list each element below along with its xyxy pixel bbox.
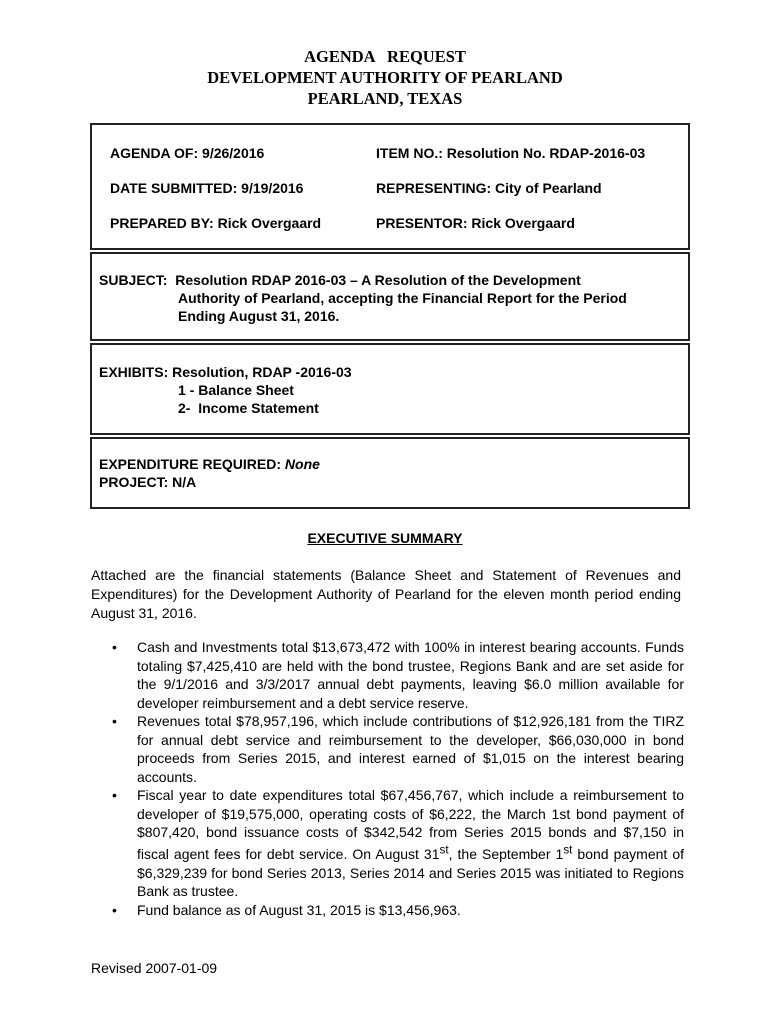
exhibits-line-1: EXHIBITS: Resolution, RDAP -2016-03 (99, 364, 352, 380)
bullet-expenditures-part-3: bond payment of $6,329,239 for bond Series 2013, Series 2014 and Series 2015 was initiated to Regions Bank as trustee. (137, 846, 684, 900)
list-item (108, 638, 684, 712)
header-title: AGENDA REQUEST (304, 47, 466, 66)
ordinal-suffix: st (563, 843, 573, 857)
bullet-expenditures (137, 787, 684, 899)
representing-field: REPRESENTING: City of Pearland (376, 180, 602, 196)
exhibits-box (90, 343, 690, 435)
ordinal-suffix: st (439, 843, 449, 857)
expenditure-value: None (284, 456, 320, 472)
date-submitted-field: DATE SUBMITTED: 9/19/2016 (110, 180, 304, 196)
expenditure-line (99, 456, 320, 472)
subject-line-1: SUBJECT: Resolution RDAP 2016-03 – A Resolution of the Development (99, 272, 581, 288)
list-item (108, 786, 684, 901)
header-location: PEARLAND, TEXAS (307, 89, 463, 108)
revision-footer: Revised 2007-01-09 (91, 960, 218, 976)
document-header (0, 46, 770, 109)
bullet-marker: • (112, 713, 117, 729)
bullet-revenues: Revenues total $78,957,196, which include contributions of $12,926,181 from the TIRZ for annual debt service and reimbursement to the developer, $66,030,000 in bond proceeds from Series 2015, and interest earned of $1,015 on the interest bearing accounts. (137, 713, 684, 785)
list-item (108, 901, 684, 920)
expenditure-label: EXPENDITURE REQUIRED: (99, 456, 285, 472)
bullet-marker: • (112, 901, 117, 918)
summary-intro-paragraph: Attached are the financial statements (Balance Sheet and Statement of Revenues and Expenditures) for the Development Authority of Pearland for the eleven month period ending August 31, 2016. (91, 567, 681, 621)
summary-bullet-list (108, 638, 684, 919)
exhibit-income-statement: 2- Income Statement (178, 400, 319, 416)
presentor-field: PRESENTOR: Rick Overgaard (376, 215, 575, 231)
subject-line-2: Authority of Pearland, accepting the Financial Report for the Period (178, 290, 627, 306)
header-organization: DEVELOPMENT AUTHORITY OF PEARLAND (207, 68, 563, 87)
exhibit-balance-sheet: 1 - Balance Sheet (178, 382, 294, 398)
subject-box (90, 252, 690, 341)
bullet-expenditures-part-1: Fiscal year to date expenditures total $67,456,767, which include a reimbursement to developer of $19,575,000, operating costs of $6,222, the March 1st bond payment of $807,420, bond issuance costs of $342,542 from Series 2015 bonds and $7,150 in fiscal agent fees for debt service. On August 31 (137, 787, 684, 863)
bullet-cash-investments: Cash and Investments total $13,673,472 with 100% in interest bearing accounts. Funds totaling $7,425,410 are held with the bond trustee, Regions Bank and are set aside for the 9/1/2016 and 3/3/2017 annual debt payments, leaving $6.0 million available for developer reimbursement and a debt service reserve. (137, 639, 684, 711)
item-no-field: ITEM NO.: Resolution No. RDAP-2016-03 (376, 145, 646, 161)
bullet-expenditures-part-2: , the September 1 (448, 846, 564, 863)
list-item (108, 712, 684, 786)
agenda-info-box (90, 123, 690, 250)
project-line: PROJECT: N/A (99, 474, 197, 490)
subject-line-3: Ending August 31, 2016. (178, 308, 340, 324)
bullet-marker: • (112, 639, 117, 655)
executive-summary-title: EXECUTIVE SUMMARY (307, 530, 463, 546)
bullet-marker: • (112, 787, 117, 803)
agenda-of-field: AGENDA OF: 9/26/2016 (110, 145, 265, 161)
bullet-fund-balance: Fund balance as of August 31, 2015 is $13,456,963. (137, 901, 461, 918)
prepared-by-field: PREPARED BY: Rick Overgaard (110, 215, 322, 231)
expenditure-box (90, 437, 690, 509)
